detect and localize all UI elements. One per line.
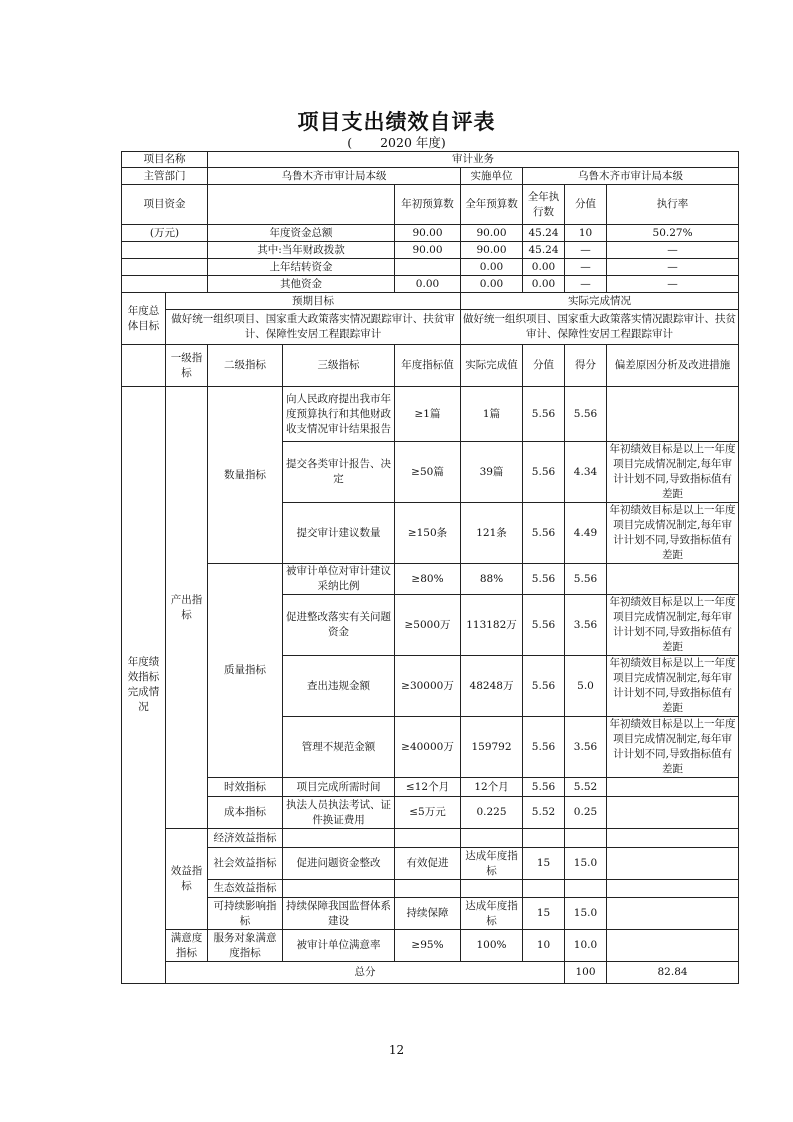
indicator-header: 实际完成值 [461,345,523,387]
indicator-target: 持续保障 [395,898,461,930]
indicator-actual: 159792 [461,717,523,778]
indicator-target: ≤5万元 [395,797,461,829]
funds-rate: — [607,276,739,293]
indicator-actual: 39篇 [461,442,523,503]
indicator-value: 5.56 [523,387,565,442]
indicator-row [122,930,739,962]
dept-label: 主管部门 [122,168,208,185]
indicator-actual: 100% [461,930,523,962]
indicator-name: 促进整改落实有关问题资金 [283,595,395,656]
indicator-row [122,829,739,848]
indicator-score [565,829,607,848]
indicator-name: 向人民政府提出我市年度预算执行和其他财政收支情况审计结果报告 [283,387,395,442]
indicator-name [283,880,395,898]
funds-header: 全年预算数 [461,185,523,225]
funds-rate: 50.27% [607,225,739,242]
indicator-header: 分值 [523,345,565,387]
unit-label: 实施单位 [461,168,523,185]
indicator-value: 5.52 [523,797,565,829]
funds-row [122,242,739,259]
page-number: 12 [388,1043,405,1057]
indicator-actual: 113182万 [461,595,523,656]
funds-score-value: — [565,276,607,293]
indicator-value: 10 [523,930,565,962]
funds-blank [122,259,208,276]
indicator-actual: 达成年度指标 [461,848,523,880]
satisfaction-label: 满意度指标 [166,930,208,962]
total-label: 总分 [166,962,565,984]
indicator-value: 5.56 [523,717,565,778]
indicator-score: 15.0 [565,898,607,930]
indicator-value: 15 [523,848,565,880]
indicator-name: 持续保障我国监督体系建设 [283,898,395,930]
expected-goal-label: 预期目标 [166,293,461,310]
year-subtitle [0,133,793,151]
funds-rate: — [607,259,739,276]
indicator-value: 5.56 [523,503,565,564]
funds-header: 全年执行数 [523,185,565,225]
indicator-target: ≥95% [395,930,461,962]
total-row [122,962,739,984]
project-name-value: 审计业务 [208,152,739,168]
sustainable-label: 可持续影响指标 [208,898,283,930]
expected-goal-text: 做好统一组织项目、国家重大政策落实情况跟踪审计、扶贫审计、保障性安居工程跟踪审计 [166,310,461,345]
funds-annual: 0.00 [461,276,523,293]
indicator-reason [607,564,739,595]
indicator-score: 5.0 [565,656,607,717]
indicator-row [122,564,739,595]
goals-header-row [122,293,739,310]
indicator-header-blank [122,345,166,387]
funds-header: 分值 [565,185,607,225]
indicator-actual: 88% [461,564,523,595]
funds-executed: 45.24 [523,242,565,259]
indicator-header: 偏差原因分析及改进措施 [607,345,739,387]
funds-label: 项目资金 [122,185,208,225]
indicator-name: 提交各类审计报告、决定 [283,442,395,503]
indicator-value [523,880,565,898]
indicator-actual: 达成年度指标 [461,898,523,930]
indicator-actual [461,829,523,848]
project-name-label: 项目名称 [122,152,208,168]
indicator-actual [461,880,523,898]
total-score: 82.84 [607,962,739,984]
benefit-label: 效益指标 [166,829,208,930]
indicator-target: ≤12个月 [395,778,461,797]
indicator-reason [607,930,739,962]
indicator-header: 年度指标值 [395,345,461,387]
indicator-value: 5.56 [523,442,565,503]
indicator-score: 10.0 [565,930,607,962]
indicator-value: 15 [523,898,565,930]
indicator-reason: 年初绩效目标是以上一年度项目完成情况制定,每年审计计划不同,导致指标值有差距 [607,717,739,778]
actual-goal-text: 做好统一组织项目、国家重大政策落实情况跟踪审计、扶贫审计、保障性安居工程跟踪审计 [461,310,739,345]
funds-annual: 0.00 [461,259,523,276]
indicator-target: ≥50篇 [395,442,461,503]
goals-label: 年度总体目标 [122,293,166,345]
funds-score-value: 10 [565,225,607,242]
goals-content-row [122,310,739,345]
indicator-value [523,829,565,848]
funds-initial: 90.00 [395,225,461,242]
funds-rate: — [607,242,739,259]
indicator-reason [607,387,739,442]
output-label: 产出指标 [166,387,208,829]
indicator-reason [607,778,739,797]
funds-row-name: 年度资金总额 [208,225,395,242]
indicator-target: ≥1篇 [395,387,461,442]
funds-unit-label: (万元) [122,225,208,242]
satisfaction-sub-label: 服务对象满意度指标 [208,930,283,962]
indicator-name: 促进问题资金整改 [283,848,395,880]
total-value: 100 [565,962,607,984]
indicator-row [122,387,739,442]
ecological-label: 生态效益指标 [208,880,283,898]
indicator-header: 得分 [565,345,607,387]
performance-table [121,151,739,984]
indicator-actual: 1篇 [461,387,523,442]
indicator-header-row [122,345,739,387]
indicator-score [565,880,607,898]
indicator-reason: 年初绩效目标是以上一年度项目完成情况制定,每年审计计划不同,导致指标值有差距 [607,595,739,656]
project-name-row [122,152,739,168]
indicator-value: 5.56 [523,595,565,656]
indicator-name: 管理不规范金额 [283,717,395,778]
indicator-target: ≥40000万 [395,717,461,778]
funds-row [122,225,739,242]
indicator-name [283,829,395,848]
indicator-actual: 48248万 [461,656,523,717]
indicator-header: 三级指标 [283,345,395,387]
dept-row [122,168,739,185]
indicator-target: ≥5000万 [395,595,461,656]
indicator-score: 3.56 [565,595,607,656]
funds-blank [122,242,208,259]
indicator-reason [607,880,739,898]
funds-score-value: — [565,242,607,259]
funds-annual: 90.00 [461,225,523,242]
indicator-target: ≥80% [395,564,461,595]
indicator-value: 5.56 [523,778,565,797]
indicator-header: 一级指标 [166,345,208,387]
indicator-header: 二级指标 [208,345,283,387]
indicator-reason [607,829,739,848]
quantity-label: 数量指标 [208,387,283,564]
indicator-name: 项目完成所需时间 [283,778,395,797]
funds-header: 执行率 [607,185,739,225]
funds-row [122,259,739,276]
funds-initial: 0.00 [395,276,461,293]
funds-initial: 90.00 [395,242,461,259]
actual-goal-label: 实际完成情况 [461,293,739,310]
indicator-value: 5.56 [523,656,565,717]
funds-row-name: 其中:当年财政拨款 [208,242,395,259]
indicator-name: 提交审计建议数量 [283,503,395,564]
funds-row [122,276,739,293]
indicator-score: 4.34 [565,442,607,503]
indicator-name: 查出违规金额 [283,656,395,717]
indicator-reason [607,848,739,880]
quality-label: 质量指标 [208,564,283,778]
indicator-reason: 年初绩效目标是以上一年度项目完成情况制定,每年审计计划不同,导致指标值有差距 [607,656,739,717]
indicator-score: 0.25 [565,797,607,829]
indicator-actual: 121条 [461,503,523,564]
indicator-reason: 年初绩效目标是以上一年度项目完成情况制定,每年审计计划不同,导致指标值有差距 [607,503,739,564]
timeliness-label: 时效指标 [208,778,283,797]
indicator-row [122,898,739,930]
economic-label: 经济效益指标 [208,829,283,848]
indicator-reason [607,898,739,930]
indicator-score: 3.56 [565,717,607,778]
indicator-target: ≥150条 [395,503,461,564]
dept-value: 乌鲁木齐市审计局本级 [208,168,461,185]
unit-value: 乌鲁木齐市审计局本级 [523,168,739,185]
funds-row-name: 其他资金 [208,276,395,293]
indicator-actual: 12个月 [461,778,523,797]
indicator-target: 有效促进 [395,848,461,880]
indicator-value: 5.56 [523,564,565,595]
funds-header-row [122,185,739,225]
social-label: 社会效益指标 [208,848,283,880]
funds-executed: 0.00 [523,276,565,293]
subtitle-paren: ( [347,135,353,150]
funds-initial [395,259,461,276]
indicator-name: 被审计单位满意率 [283,930,395,962]
indicator-target: ≥30000万 [395,656,461,717]
indicator-score: 4.49 [565,503,607,564]
indicator-row [122,797,739,829]
indicator-name: 被审计单位对审计建议采纳比例 [283,564,395,595]
section-label: 年度绩效指标完成情况 [122,387,166,984]
indicator-score: 5.56 [565,387,607,442]
funds-header: 年初预算数 [395,185,461,225]
indicator-actual: 0.225 [461,797,523,829]
indicator-row [122,848,739,880]
indicator-reason: 年初绩效目标是以上一年度项目完成情况制定,每年审计计划不同,导致指标值有差距 [607,442,739,503]
subtitle-year: 2020 年度) [380,135,446,150]
indicator-target [395,880,461,898]
indicator-row [122,778,739,797]
funds-score-value: — [565,259,607,276]
indicator-reason [607,797,739,829]
funds-annual: 90.00 [461,242,523,259]
page-title: 项目支出绩效自评表 [297,110,496,134]
funds-blank [208,185,395,225]
indicator-score: 5.56 [565,564,607,595]
indicator-score: 5.52 [565,778,607,797]
cost-label: 成本指标 [208,797,283,829]
funds-row-name: 上年结转资金 [208,259,395,276]
indicator-target [395,829,461,848]
funds-executed: 0.00 [523,259,565,276]
indicator-name: 执法人员执法考试、证件换证费用 [283,797,395,829]
funds-blank [122,276,208,293]
funds-executed: 45.24 [523,225,565,242]
indicator-row [122,880,739,898]
indicator-score: 15.0 [565,848,607,880]
